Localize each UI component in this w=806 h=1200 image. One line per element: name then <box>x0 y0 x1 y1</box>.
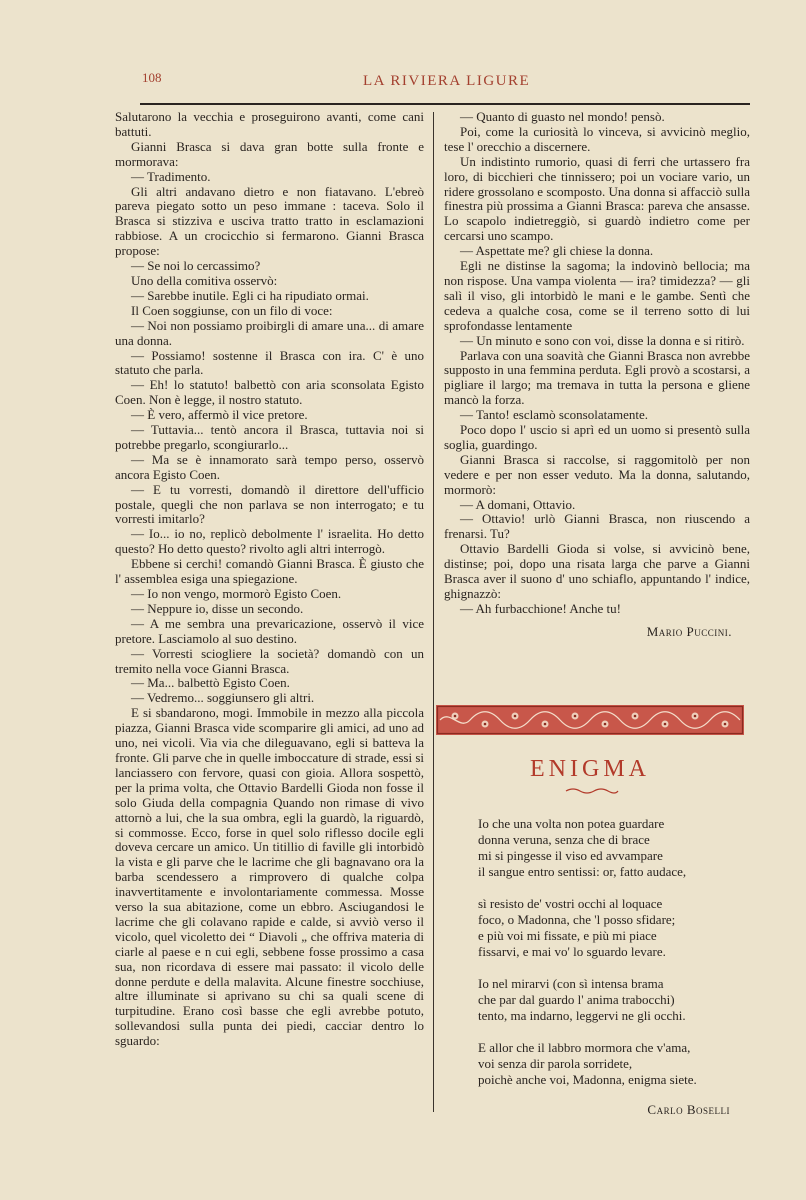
paragraph: — Ah furbacchione! Anche tu! <box>460 600 622 616</box>
paragraph: Uno della comitiva osservò: <box>131 272 278 288</box>
poem-line: sì resisto de' vostri occhi al loquace <box>478 896 663 911</box>
poem-stanza <box>478 896 748 960</box>
paragraph: — Ma... balbettò Egisto Coen. <box>131 675 290 691</box>
story-signature: Mario Puccini. <box>646 623 732 639</box>
left-column <box>115 110 424 1049</box>
paragraph: Egli ne distinse la sagoma; la indovinò bellocia; ma non rispose. Una vampa violenta — ira? timidezza? — gli salì il viso, gli intorbidò le mani e le gambe. Sentì che cedeva a qualche cosa, come se il terreno sotto di lui sprofondasse lentamente <box>444 258 750 333</box>
paragraph: — Vedremo... soggiunsero gli altri. <box>131 690 315 706</box>
column-divider <box>433 112 434 1112</box>
paragraph: — Aspettate me? gli chiese la donna. <box>460 243 654 259</box>
poem-line: fissarvi, e mai vo' lo sguardo levare. <box>478 944 666 959</box>
poem-line: il sangue entro sentissi: or, fatto audace, <box>478 864 687 879</box>
paragraph: Gli altri andavano dietro e non fiatavano. L'ebreò pareva piegato sotto un peso immane : taceva. Solo il Brasca si stizziva e usciva tratto tratto in esclamazioni rabbiose. A un crocicchio si fermarono. Gianni Brasca propose: <box>115 183 424 259</box>
floral-ornament-band <box>436 705 744 735</box>
paragraph: — Noi non possiamo proibirgli di amare una... di amare una donna. <box>115 317 424 348</box>
poem-line: Io nel mirarvi (con sì intensa brama <box>478 976 664 991</box>
paragraph: Ebbene si cerchi! comandò Gianni Brasca. È giusto che l' assemblea esiga una spiegazione. <box>115 556 424 587</box>
paragraph: Gianni Brasca si dava gran botte sulla fronte e mormorava: <box>115 138 424 169</box>
paragraph: E si sbandarono, mogi. Immobile in mezzo alla piccola piazza, Gianni Brasca vide scomparire gli amici, ad uno ad uno, nei vicoli. Via via che dileguavano, egli si batteva la fronte. Gli parve che in quelle imboccature di strade, essi si lanciassero con fervore, quasi con gioia. Allora sospettò, per la prima volta, che Ottavio Bardelli Gioda non fosse il solo Giuda della compagnia Quando non rimase di vivo attornò a lui, che la sua ombra, egli la guardò, la riguardò, si commosse. Ecco, forse in quel solo riflesso docile egli doveva cercare un amico. Un titillio di faville gli intorbidò la vista e gli parve che le lacrime che gli bagnavano ora la barba scendessero a rimprovero di qualche colpa inavvertitamente e involontariamente commessa. Mosse verso la sua abitazione, come un ebbro. Asciugandosi le lacrime che gli colavano rapide e calde, si avviò verso il vicolo, quel vicoletto dei “ Diavoli „ che offriva materia di ciarle al paese e n cui egli, sebbene fosse prossimo a casa sua, non ricordava di essere mai passato: il vicolo delle donne perdute e della malavita. Alcune finestre socchiuse, altre illuminate si aprivano su chi sa quali scene di turpitudine. Erano così basse che egli avrebbe potuto, sollevandosi sulla punta dei piedi, cacciar dentro lo sguardo: <box>115 705 425 1049</box>
paragraph: — Vorresti sciogliere la società? domandò con un tremito nella voce Gianni Brasca. <box>115 645 424 676</box>
paragraph: — È vero, affermò il vice pretore. <box>131 407 308 423</box>
poem-signature: Carlo Boselli <box>647 1102 730 1117</box>
paragraph: Parlava con una soavità che Gianni Brasca non avrebbe supposto in una femmina perduta. Egli provò a scostarsi, a pigliare il largo; ma tremava in tutta la persona e gliene mancò la forza. <box>444 347 750 408</box>
paragraph: — Quanto di guasto nel mondo! pensò. <box>460 109 665 124</box>
poem-line: poichè anche voi, Madonna, enigma siete. <box>478 1072 697 1087</box>
poem-line: Io che una volta non potea guardare <box>478 816 665 831</box>
paragraph: — Io... io no, replicò debolmente l' israelita. Ho detto questo? Ho detto questo? rivolto agli altri interrogò. <box>115 526 424 557</box>
paragraph: — Un minuto e sono con voi, disse la donna e si ritirò. <box>460 332 745 348</box>
title-swash-ornament <box>564 787 620 795</box>
poem-line: donna veruna, senza che di brace <box>478 832 650 847</box>
paragraph: — Ottavio! urlò Gianni Brasca, non riuscendo a frenarsi. Tu? <box>444 511 750 542</box>
running-title: LA RIVIERA LIGURE <box>363 73 531 89</box>
paragraph: — A me sembra una prevaricazione, osservò il vice pretore. Lasciamolo al suo destino. <box>115 615 424 646</box>
poem-line: voi senza dir parola sorridete, <box>478 1056 633 1071</box>
paragraph: Un indistinto rumorio, quasi di ferri che urtassero fra loro, di bicchieri che tinnissero; poi un vociare vario, un ridere grossolano e scomposto. Una donna si affacciò sulla finestra più prossima a Gianni Brasca: pareva che ansasse. Lo scapolo indietreggiò, si guardò indietro come per cercarsi uno scampo. <box>444 153 750 244</box>
paragraph: — Tuttavia... tentò ancora il Brasca, tuttavia noi si potrebbe pregarlo, scongiurarlo... <box>115 422 424 452</box>
paragraph: — Eh! lo statuto! balbettò con aria sconsolata Egisto Coen. Non è legge, il nostro statuto. <box>115 377 424 408</box>
poem-line: tento, ma indarno, leggervi ne gli occhi. <box>478 1008 686 1023</box>
paragraph: — E tu vorresti, domandò il direttore dell'ufficio postale, quegli che non parlava se non interrogato; e tu vorresti imitarlo? <box>115 481 424 527</box>
paragraph: — Possiamo! sostenne il Brasca con ira. C' è uno statuto che parla. <box>115 347 424 378</box>
poem-line: mi si pingesse il viso ed avvampare <box>478 848 663 863</box>
paragraph: — Tradimento. <box>131 168 211 184</box>
paragraph: Poco dopo l' uscio si aprì ed un uomo si presentò sulla soglia, guardingo. <box>444 422 750 452</box>
header-rule <box>140 103 750 105</box>
poem-title: ENIGMA <box>530 756 650 782</box>
poem-stanza <box>478 976 748 1024</box>
paragraph: — Tanto! esclamò sconsolatamente. <box>460 407 649 423</box>
poem-line: che par dal guardo l' anima trabocchi) <box>478 992 675 1007</box>
paragraph: Poi, come la curiosità lo vinceva, si avvicinò meglio, tese l' orecchio a discernere. <box>444 123 750 154</box>
paragraph: — Io non vengo, mormorò Egisto Coen. <box>131 586 342 601</box>
paragraph: Il Coen soggiunse, con un filo di voce: <box>131 302 333 318</box>
paragraph: — Ma se è innamorato sarà tempo perso, osservò ancora Egisto Coen. <box>115 451 424 482</box>
paragraph: — Neppure io, disse un secondo. <box>131 600 304 616</box>
paragraph: — Se noi lo cercassimo? <box>131 258 261 274</box>
poem-stanza <box>478 1040 748 1088</box>
paragraph: — Sarebbe inutile. Egli ci ha ripudiato ormai. <box>131 287 369 303</box>
poem-line: e più voi mi fissate, e più mi piace <box>478 928 657 943</box>
poem-stanza <box>478 816 748 880</box>
poem-line: E allor che il labbro mormora che v'ama, <box>478 1040 691 1055</box>
paragraph: — A domani, Ottavio. <box>460 496 576 512</box>
page-number: 108 <box>142 70 162 85</box>
paragraph: Gianni Brasca si raccolse, si raggomitolò per non vedere e per non esser veduto. Ma la donna, salutando, mormorò: <box>444 451 750 497</box>
poem <box>478 816 748 1118</box>
poem-line: foco, o Madonna, che 'l posso sfidare; <box>478 912 676 927</box>
paragraph: Ottavio Bardelli Gioda si volse, si avvicinò bene, distinse; poi, dopo una risata larga che parve a Gianni Brasca aver il suono d' uno schiaflo, appuntando l' indice, ghignazzò: <box>444 541 750 601</box>
paragraph: Salutarono la vecchia e proseguirono avanti, come cani battuti. <box>115 109 424 139</box>
right-column <box>444 110 750 640</box>
